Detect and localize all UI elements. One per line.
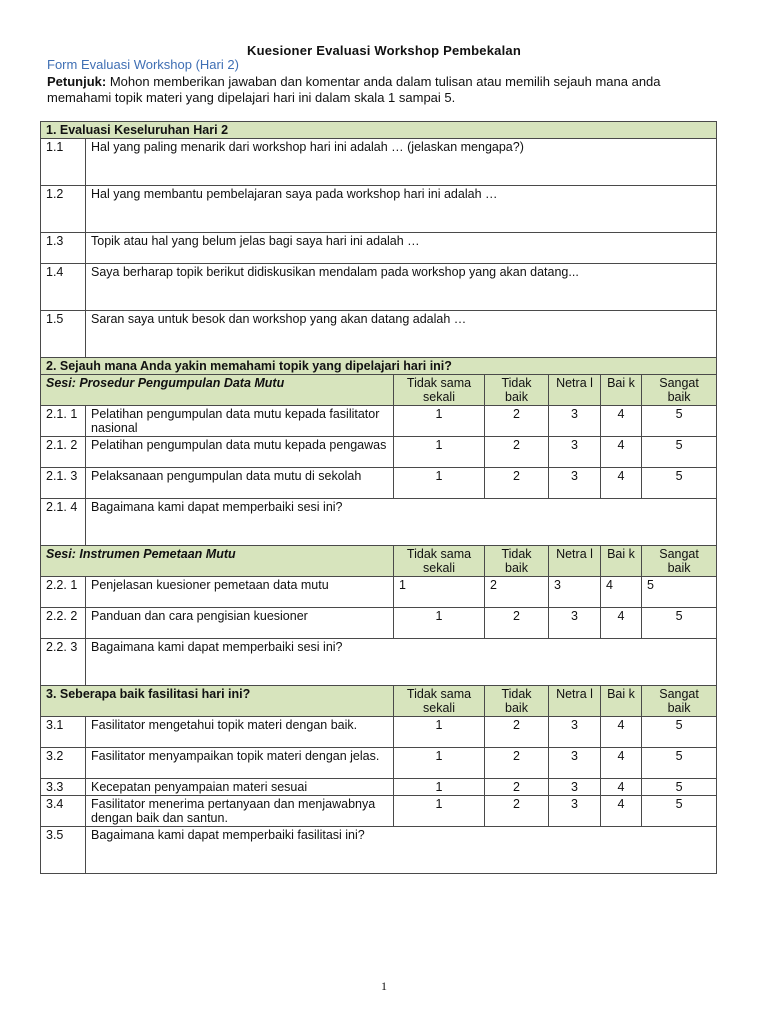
rating-option-5[interactable]: 5 (642, 468, 717, 499)
open-question-row[interactable] (41, 311, 717, 358)
rating-option-3[interactable]: 3 (549, 748, 601, 779)
page-number: 1 (381, 979, 387, 993)
rating-item-text: Fasilitator mengetahui topik materi dengan baik. (86, 717, 394, 748)
rating-option-5[interactable]: 5 (642, 796, 717, 827)
rating-item-text: Fasilitator menyampaikan topik materi dengan jelas. (86, 748, 394, 779)
rating-option-1[interactable]: 1 (394, 796, 485, 827)
rating-option-3[interactable]: 3 (549, 406, 601, 437)
open-question-text: Bagaimana kami dapat memperbaiki fasilitasi ini? (86, 827, 717, 874)
rating-option-1[interactable]: 1 (394, 748, 485, 779)
rating-item-text: Pelatihan pengumpulan data mutu kepada pengawas (86, 437, 394, 468)
rating-row (41, 468, 717, 499)
item-number: 3.2 (41, 748, 86, 779)
form-subtitle: Form Evaluasi Workshop (Hari 2) (47, 57, 239, 72)
rating-option-1[interactable]: 1 (394, 406, 485, 437)
rating-option-2[interactable]: 2 (485, 406, 549, 437)
rating-item-text: Pelaksanaan pengumpulan data mutu di sekolah (86, 468, 394, 499)
session-2-label: Sesi: Instrumen Pemetaan Mutu (41, 546, 394, 577)
rating-option-2[interactable]: 2 (485, 748, 549, 779)
item-number: 3.3 (41, 779, 86, 796)
open-question-text: Hal yang paling menarik dari workshop hari ini adalah … (jelaskan mengapa?) (86, 139, 717, 186)
section-3-header-row (41, 686, 717, 717)
session-header-row (41, 375, 717, 406)
item-number: 2.1. 2 (41, 437, 86, 468)
scale-header-5: Sangat baik (642, 375, 717, 406)
open-question-text: Hal yang membantu pembelajaran saya pada workshop hari ini adalah … (86, 186, 717, 233)
scale-header-3: Netra l (549, 375, 601, 406)
section-2-header-row (41, 358, 717, 375)
item-number: 2.1. 1 (41, 406, 86, 437)
scale-header-1: Tidak sama sekali (394, 546, 485, 577)
item-number: 2.2. 1 (41, 577, 86, 608)
rating-row (41, 779, 717, 796)
session-header-row (41, 546, 717, 577)
item-number: 1.4 (41, 264, 86, 311)
scale-header-4: Bai k (601, 546, 642, 577)
open-question-text: Bagaimana kami dapat memperbaiki sesi ini? (86, 499, 717, 546)
section-3-title: 3. Seberapa baik fasilitasi hari ini? (41, 686, 394, 717)
rating-item-text: Kecepatan penyampaian materi sesuai (86, 779, 394, 796)
item-number: 2.1. 3 (41, 468, 86, 499)
rating-option-2[interactable]: 2 (485, 468, 549, 499)
rating-row (41, 406, 717, 437)
rating-option-4[interactable]: 4 (601, 779, 642, 796)
rating-option-3[interactable]: 3 (549, 608, 601, 639)
rating-option-2[interactable]: 2 (485, 796, 549, 827)
rating-option-5[interactable]: 5 (642, 577, 717, 608)
rating-option-4[interactable]: 4 (601, 608, 642, 639)
open-question-text: Saya berharap topik berikut didiskusikan mendalam pada workshop yang akan datang... (86, 264, 717, 311)
rating-option-5[interactable]: 5 (642, 406, 717, 437)
open-question-row[interactable] (41, 139, 717, 186)
item-number: 3.5 (41, 827, 86, 874)
rating-option-1[interactable]: 1 (394, 468, 485, 499)
rating-item-text: Fasilitator menerima pertanyaan dan menjawabnya dengan baik dan santun. (86, 796, 394, 827)
section-1-title: 1. Evaluasi Keseluruhan Hari 2 (41, 122, 717, 139)
rating-option-3[interactable]: 3 (549, 437, 601, 468)
item-number: 3.4 (41, 796, 86, 827)
rating-option-4[interactable]: 4 (601, 796, 642, 827)
item-number: 2.1. 4 (41, 499, 86, 546)
rating-option-1[interactable]: 1 (394, 437, 485, 468)
instruction-paragraph (47, 74, 727, 106)
instruction-label: Petunjuk: (47, 74, 107, 89)
rating-row (41, 437, 717, 468)
rating-item-text: Penjelasan kuesioner pemetaan data mutu (86, 577, 394, 608)
scale-header-2: Tidak baik (485, 375, 549, 406)
rating-option-5[interactable]: 5 (642, 748, 717, 779)
rating-option-5[interactable]: 5 (642, 608, 717, 639)
scale-header-1: Tidak sama sekali (394, 375, 485, 406)
rating-row (41, 577, 717, 608)
evaluation-form-table (40, 121, 717, 874)
open-question-row[interactable] (41, 186, 717, 233)
item-number: 1.3 (41, 233, 86, 264)
rating-option-5[interactable]: 5 (642, 779, 717, 796)
open-question-row[interactable] (41, 499, 717, 546)
rating-option-1[interactable]: 1 (394, 577, 485, 608)
rating-item-text: Panduan dan cara pengisian kuesioner (86, 608, 394, 639)
rating-option-5[interactable]: 5 (642, 437, 717, 468)
section-1-header-row (41, 122, 717, 139)
rating-option-4[interactable]: 4 (601, 577, 642, 608)
open-question-row[interactable] (41, 827, 717, 874)
open-question-text: Topik atau hal yang belum jelas bagi saya hari ini adalah … (86, 233, 717, 264)
item-number: 1.5 (41, 311, 86, 358)
open-question-row[interactable] (41, 639, 717, 686)
rating-option-4[interactable]: 4 (601, 748, 642, 779)
scale-header-5: Sangat baik (642, 546, 717, 577)
rating-option-4[interactable]: 4 (601, 468, 642, 499)
scale-header-4: Bai k (601, 375, 642, 406)
rating-option-2[interactable]: 2 (485, 437, 549, 468)
rating-option-2[interactable]: 2 (485, 608, 549, 639)
rating-option-3[interactable]: 3 (549, 796, 601, 827)
scale-header-4: Bai k (601, 686, 642, 717)
rating-option-3[interactable]: 3 (549, 468, 601, 499)
document-title: Kuesioner Evaluasi Workshop Pembekalan (247, 43, 521, 58)
rating-option-1[interactable]: 1 (394, 779, 485, 796)
rating-option-1[interactable]: 1 (394, 717, 485, 748)
scale-header-2: Tidak baik (485, 686, 549, 717)
scale-header-3: Netra l (549, 686, 601, 717)
scale-header-2: Tidak baik (485, 546, 549, 577)
item-number: 2.2. 2 (41, 608, 86, 639)
rating-row (41, 748, 717, 779)
item-number: 1.1 (41, 139, 86, 186)
rating-row (41, 717, 717, 748)
rating-option-5[interactable]: 5 (642, 717, 717, 748)
rating-option-4[interactable]: 4 (601, 437, 642, 468)
rating-option-3[interactable]: 3 (549, 717, 601, 748)
rating-option-2[interactable]: 2 (485, 717, 549, 748)
scale-header-5: Sangat baik (642, 686, 717, 717)
item-number: 1.2 (41, 186, 86, 233)
scale-header-1: Tidak sama sekali (394, 686, 485, 717)
rating-option-1[interactable]: 1 (394, 608, 485, 639)
rating-option-3[interactable]: 3 (549, 577, 601, 608)
rating-option-3[interactable]: 3 (549, 779, 601, 796)
open-question-text: Saran saya untuk besok dan workshop yang akan datang adalah … (86, 311, 717, 358)
open-question-text: Bagaimana kami dapat memperbaiki sesi ini? (86, 639, 717, 686)
instruction-text: Mohon memberikan jawaban dan komentar anda dalam tulisan atau memilih sejauh mana anda memahami topik materi yang dipelajari hari ini dalam skala 1 sampai 5. (47, 74, 661, 105)
item-number: 2.2. 3 (41, 639, 86, 686)
rating-option-4[interactable]: 4 (601, 406, 642, 437)
open-question-row[interactable] (41, 233, 717, 264)
rating-row (41, 796, 717, 827)
rating-row (41, 608, 717, 639)
item-number: 3.1 (41, 717, 86, 748)
rating-option-4[interactable]: 4 (601, 717, 642, 748)
scale-header-3: Netra l (549, 546, 601, 577)
open-question-row[interactable] (41, 264, 717, 311)
rating-option-2[interactable]: 2 (485, 577, 549, 608)
rating-item-text: Pelatihan pengumpulan data mutu kepada fasilitator nasional (86, 406, 394, 437)
rating-option-2[interactable]: 2 (485, 779, 549, 796)
section-2-title: 2. Sejauh mana Anda yakin memahami topik yang dipelajari hari ini? (41, 358, 717, 375)
session-1-label: Sesi: Prosedur Pengumpulan Data Mutu (41, 375, 394, 406)
